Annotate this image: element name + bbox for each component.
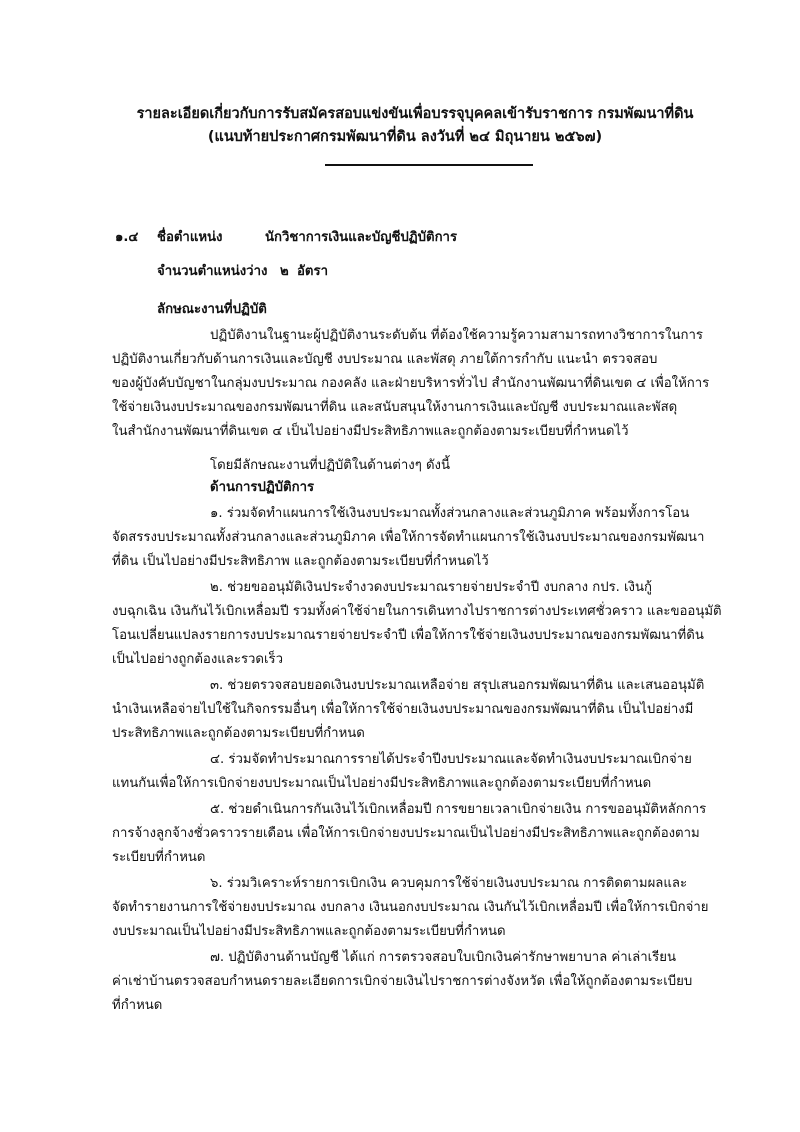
duty-item-5: ระเบียบที่กำหนด	[112, 850, 206, 865]
duty-item-2: ๒. ช่วยขออนุมัติเงินประจำงวดงบประมาณรายจ่ายประจำปี งบกลาง กปร. เงินกู้	[210, 580, 652, 595]
duty-item-4: แทนกันเพื่อให้การเบิกจ่ายงบประมาณเป็นไปอย่างมีประสิทธิภาพและถูกต้องตามระเบียบที่กำหนด	[112, 776, 652, 791]
duty-item-3: ๓. ช่วยตรวจสอบยอดเงินงบประมาณเหลือจ่าย สรุปเสนอกรมพัฒนาที่ดิน และเสนออนุมัติ	[210, 678, 705, 693]
areas-intro: โดยมีลักษณะงานที่ปฏิบัติในด้านต่างๆ ดังนี้	[210, 458, 450, 473]
intro-line: ของผู้บังคับบัญชาในกลุ่มงบประมาณ กองคลัง และฝ่ายบริหารทั่วไป สำนักงานพัฒนาที่ดินเขต ๔ เพื่อให้การ	[112, 376, 710, 391]
job-description-heading: ลักษณะงานที่ปฏิบัติ	[157, 302, 267, 317]
duty-item-5: ๕. ช่วยดำเนินการกันเงินไว้เบิกเหลื่อมปี การขยายเวลาเบิกจ่ายเงิน การขออนุมัติหลักการ	[210, 802, 707, 817]
vacancy-label: จำนวนตำแหน่งว่าง	[157, 264, 268, 279]
duty-item-1: จัดสรรงบประมาณทั้งส่วนกลางและส่วนภูมิภาค เพื่อให้การจัดทำแผนการใช้เงินงบประมาณของกรมพัฒนา	[112, 530, 705, 545]
intro-line: ในสำนักงานพัฒนาที่ดินเขต ๔ เป็นไปอย่างมีประสิทธิภาพและถูกต้องตามระเบียบที่กำหนดไว้	[112, 424, 629, 439]
position-number: ๑.๔	[115, 230, 139, 245]
duty-item-6: งบประมาณเป็นไปอย่างมีประสิทธิภาพและถูกต้องตามระเบียบที่กำหนด	[112, 924, 506, 939]
duty-item-7: ค่าเช่าบ้านตรวจสอบกำหนดรายละเอียดการเบิกจ่ายเงินไปราชการต่างจังหวัด เพื่อให้ถูกต้องตามระเบียบ	[112, 974, 693, 989]
intro-line: ปฏิบัติงานในฐานะผู้ปฏิบัติงานระดับต้น ที่ต้องใช้ความรู้ความสามารถทางวิชาการในการ	[210, 328, 703, 343]
duty-item-2: งบฉุกเฉิน เงินกันไว้เบิกเหลื่อมปี รวมทั้งค่าใช้จ่ายในการเดินทางไปราชการต่างประเทศชั่วคราว และขออนุมัติ	[112, 604, 722, 619]
duty-item-6: จัดทำรายงานการใช้จ่ายงบประมาณ งบกลาง เงินนอกงบประมาณ เงินกันไว้เบิกเหลื่อมปี เพื่อให้การเบิกจ่าย	[112, 900, 709, 915]
intro-line: ใช้จ่ายเงินงบประมาณของกรมพัฒนาที่ดิน และสนับสนุนให้งานการเงินและบัญชี งบประมาณและพัสดุ	[112, 400, 678, 415]
vacancy-unit: อัตรา	[297, 264, 328, 279]
duty-item-3: ประสิทธิภาพและถูกต้องตามระเบียบที่กำหนด	[112, 726, 365, 741]
duty-item-5: การจ้างลูกจ้างชั่วคราวรายเดือน เพื่อให้การเบิกจ่ายงบประมาณเป็นไปอย่างมีประสิทธิภาพและถูกต้องตาม	[112, 826, 700, 841]
position-label: ชื่อตำแหน่ง	[157, 230, 223, 245]
position-name: นักวิชาการเงินและบัญชีปฏิบัติการ	[265, 230, 458, 245]
duty-item-6: ๖. ร่วมวิเคราะห์รายการเบิกเงิน ควบคุมการใช้จ่ายเงินงบประมาณ การติดตามผลและ	[210, 876, 688, 891]
duty-item-1: ที่ดิน เป็นไปอย่างมีประสิทธิภาพ และถูกต้องตามระเบียบที่กำหนดไว้	[112, 554, 489, 569]
duty-item-7: ที่กำหนด	[112, 998, 163, 1013]
area-heading: ด้านการปฏิบัติการ	[210, 480, 315, 495]
duty-item-7: ๗. ปฏิบัติงานด้านบัญชี ได้แก่ การตรวจสอบใบเบิกเงินค่ารักษาพยาบาล ค่าเล่าเรียน	[210, 950, 676, 965]
document-subtitle: (แนบท้ายประกาศกรมพัฒนาที่ดิน ลงวันที่ ๒๔ มิถุนายน ๒๕๖๗)	[207, 129, 603, 145]
duty-item-2: โอนเปลี่ยนแปลงรายการงบประมาณรายจ่ายประจำปี เพื่อให้การใช้จ่ายเงินงบประมาณของกรมพัฒนาที่ดิน	[112, 628, 704, 643]
duty-item-3: นำเงินเหลือจ่ายไปใช้ในกิจกรรมอื่นๆ เพื่อให้การใช้จ่ายเงินงบประมาณของกรมพัฒนาที่ดิน เป็นไปอย่างมี	[112, 702, 694, 717]
duty-item-4: ๔. ร่วมจัดทำประมาณการรายได้ประจำปีงบประมาณและจัดทำเงินงบประมาณเบิกจ่าย	[210, 752, 692, 767]
title-divider	[325, 164, 533, 166]
duty-item-1: ๑. ร่วมจัดทำแผนการใช้เงินงบประมาณทั้งส่วนกลางและส่วนภูมิภาค พร้อมทั้งการโอน	[210, 506, 690, 521]
duty-item-2: เป็นไปอย่างถูกต้องและรวดเร็ว	[112, 652, 283, 667]
vacancy-count: ๒	[280, 264, 289, 279]
intro-line: ปฏิบัติงานเกี่ยวกับด้านการเงินและบัญชี งบประมาณ และพัสดุ ภายใต้การกำกับ แนะนำ ตรวจสอบ	[112, 352, 658, 367]
document-title: รายละเอียดเกี่ยวกับการรับสมัครสอบแข่งขันเพื่อบรรจุบุคคลเข้ารับราชการ กรมพัฒนาที่ดิน	[136, 106, 694, 122]
